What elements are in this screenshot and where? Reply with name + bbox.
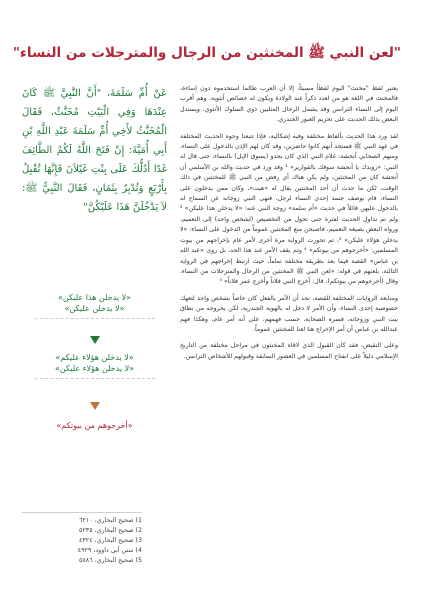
footnote-4: 4) سنن أبي داوود، ٤٩٢٩ — [77, 547, 142, 554]
article-paragraph-3: ومتابعة الروايات المختلفة للقصة، نجد أن الأمر بالفعل كان خاصاً بشخص واحد لتعهك خصوصية إحدى النساء، وأن الأمر لا دخل له بالهوية الجندرية، لكن بخروجه من نطاق بيت النبي وزوجاته، فسره الصحابة، حسب فهمهم، على أنه أمر عام، وهكذا فهم عبدالله بن عباس أن أمر الإخراج هنا لعنا للمخنثين عموماً. — [180, 294, 398, 333]
quote-group-2 — [22, 352, 167, 379]
hadith-quote: عَنْ أُمِّ سَلَمَةَ، "أَنَّ النَّبِيَّ ﷺ كَانَ عِنْدَهَا وَفِي الْبَيْتِ مُخَنَّثٌ، فَقَالَ الْمُخَنَّثُ لأَخِي أُمِّ سَلَمَةَ عَبْدِ اللَّهِ بْنِ أَبِي أُمَيَّةَ: إِنْ فَتَحَ اللَّهُ لَكُمُ الطَّائِفَ غَدًا أَدُلُّكَ عَلَى بِنْتِ غَيْلاَنَ فَإِنَّهَا تُقْبِلُ بِأَرْبَعٍ وَتُدْبِرُ بِثَمَانٍ، فَقَالَ النَّبِيُّ ﷺ: لاَ يَدْخُلَنَّ هَذَا عَلَيْكُنَّ" — [22, 88, 167, 213]
footnote-divider — [22, 512, 142, 513]
arrow-down-icon — [90, 402, 100, 410]
article-paragraph-4: وعلى النقيض، فقد كان القبول الذي لاقاه المخنثون في مراحل مختلفة من التاريخ الإسلامي دليلاً على انفتاح المسلمين في العصور السابقة وقبولهم للأشخاص الترانس. — [180, 342, 398, 360]
quote-1-line-1: «لا يدخلن هذا عليكن» — [57, 293, 132, 302]
footnote-3: 3) صحيح البخاري، ٤٣٢٤ — [79, 537, 142, 544]
quote-divider — [35, 318, 155, 319]
arrow-2-wrap — [22, 402, 167, 410]
quote-1-line-2: «لا يدخلن عليكن» — [64, 304, 125, 313]
main-article — [180, 84, 398, 368]
arrow-down-icon — [90, 336, 100, 344]
footnotes — [22, 516, 142, 566]
footnote-2: 2) صحيح البخاري، ٥٢٣٥ — [79, 527, 142, 534]
footnote-5: 5) صحيح البخاري، ٥٨٨٦ — [79, 557, 142, 564]
quote-2-line-1: «لا يدخلن هؤلاء عليكم» — [55, 353, 134, 362]
quote-group-3 — [22, 420, 167, 431]
quote-group-1 — [22, 292, 167, 319]
article-paragraph-1: يعتبر لفظ "مخنث" اليوم لفظاً مسيئاً، إلا أن العرب طالما استخدموه دون إساءة، فالمخنث في اللغة هو من لعدد ذكراً عند الولادة ويكون له خصائص أنثوية، وهم أقرب اليوم إلى النساء الترانس وقد يشمل الرجال المثليين ذوي السلوك الأنثوي. ويستدل البعض بذلك الحديث على تحريم العبور الجندري. — [180, 85, 398, 124]
quote-divider — [35, 378, 155, 379]
quote-2-line-2: «لا يدخلن هؤلاء عليكن» — [54, 364, 135, 373]
page-title: "لعن النبي ﷺ المخنثين من الرجال والمترجلات من النساء" — [12, 45, 401, 61]
article-paragraph-2: لقد ورد هذا الحديث بألفاظ مختلفة وفيه إشكالية، فإذا تتبعنا وجوه الحديث المختلفة في عهد النبي ﷺ فستجد أنهم كانوا حاضرين، وقد كان لهم الإذن بالدخول على النساء، ومنهم الصحابي أنجشة، غلام النبي الذي كان يحدو (يسوق الإبل) بالنساء، حتى قال له النبي: «رويدك يا أنجشة سوقك بالقوارير» ¹ وقد ورد في حديث والله بن الأسلمي أن أنجشة كان من المخنثين، ولم يكن هناك أي رفض من النبي ﷺ للمخنثين في ذلك الوقت، لكن ما حدث أن أحد المخنثين يقال له «هيت»، وكان ممن يدخلون على النساء، قام بوصف جسد إحدى النساء لرجل، فنهى النبي زوجاته عن السماح له بالدخول عليهن قائلاً في حديث «أم سلمة» زوجة النبي عنه: «لا يدخلن هذا عليكن» ² ولم تم تداول الحديث لفترة حتى تحول من التخصيص (لشخص واحد) إلى التعميم، ورواه البعض بصيغة التعميم، فاصبحن منع المخنثين عموماً من الدخول على النساء: «لا يدخلن هؤلاء عليكن» ³، ثم تحورت الرواية مرة أخرى لأمر عام بإخراجهم من بيوت المسلمين: «أخرجوهم من بيوتكم» ⁴ وثم يقف الأمر عند هذا الحد، بل روى «عبد الله بن عباس» القصة فيما بعد بطريقة مختلفة تماماً، حيث ارتبط إخراجهم في الرواية الثالثة، بلعنهم في قوله: «لعن النبي ﷺ المخنثين من الرجال والمترجلات من النساء، وقال (أخرجوهم من بيوتكم)، قال: أخرج النبي فلاناً وأخرج عمر فلاناً» ⁵ — [180, 132, 399, 286]
arrow-1-wrap — [22, 336, 167, 344]
footnote-1: 1) صحيح البخاري، ٦٢١٠ — [79, 517, 142, 524]
quote-3: «أخرجوهم من بيوتكم» — [56, 421, 133, 430]
